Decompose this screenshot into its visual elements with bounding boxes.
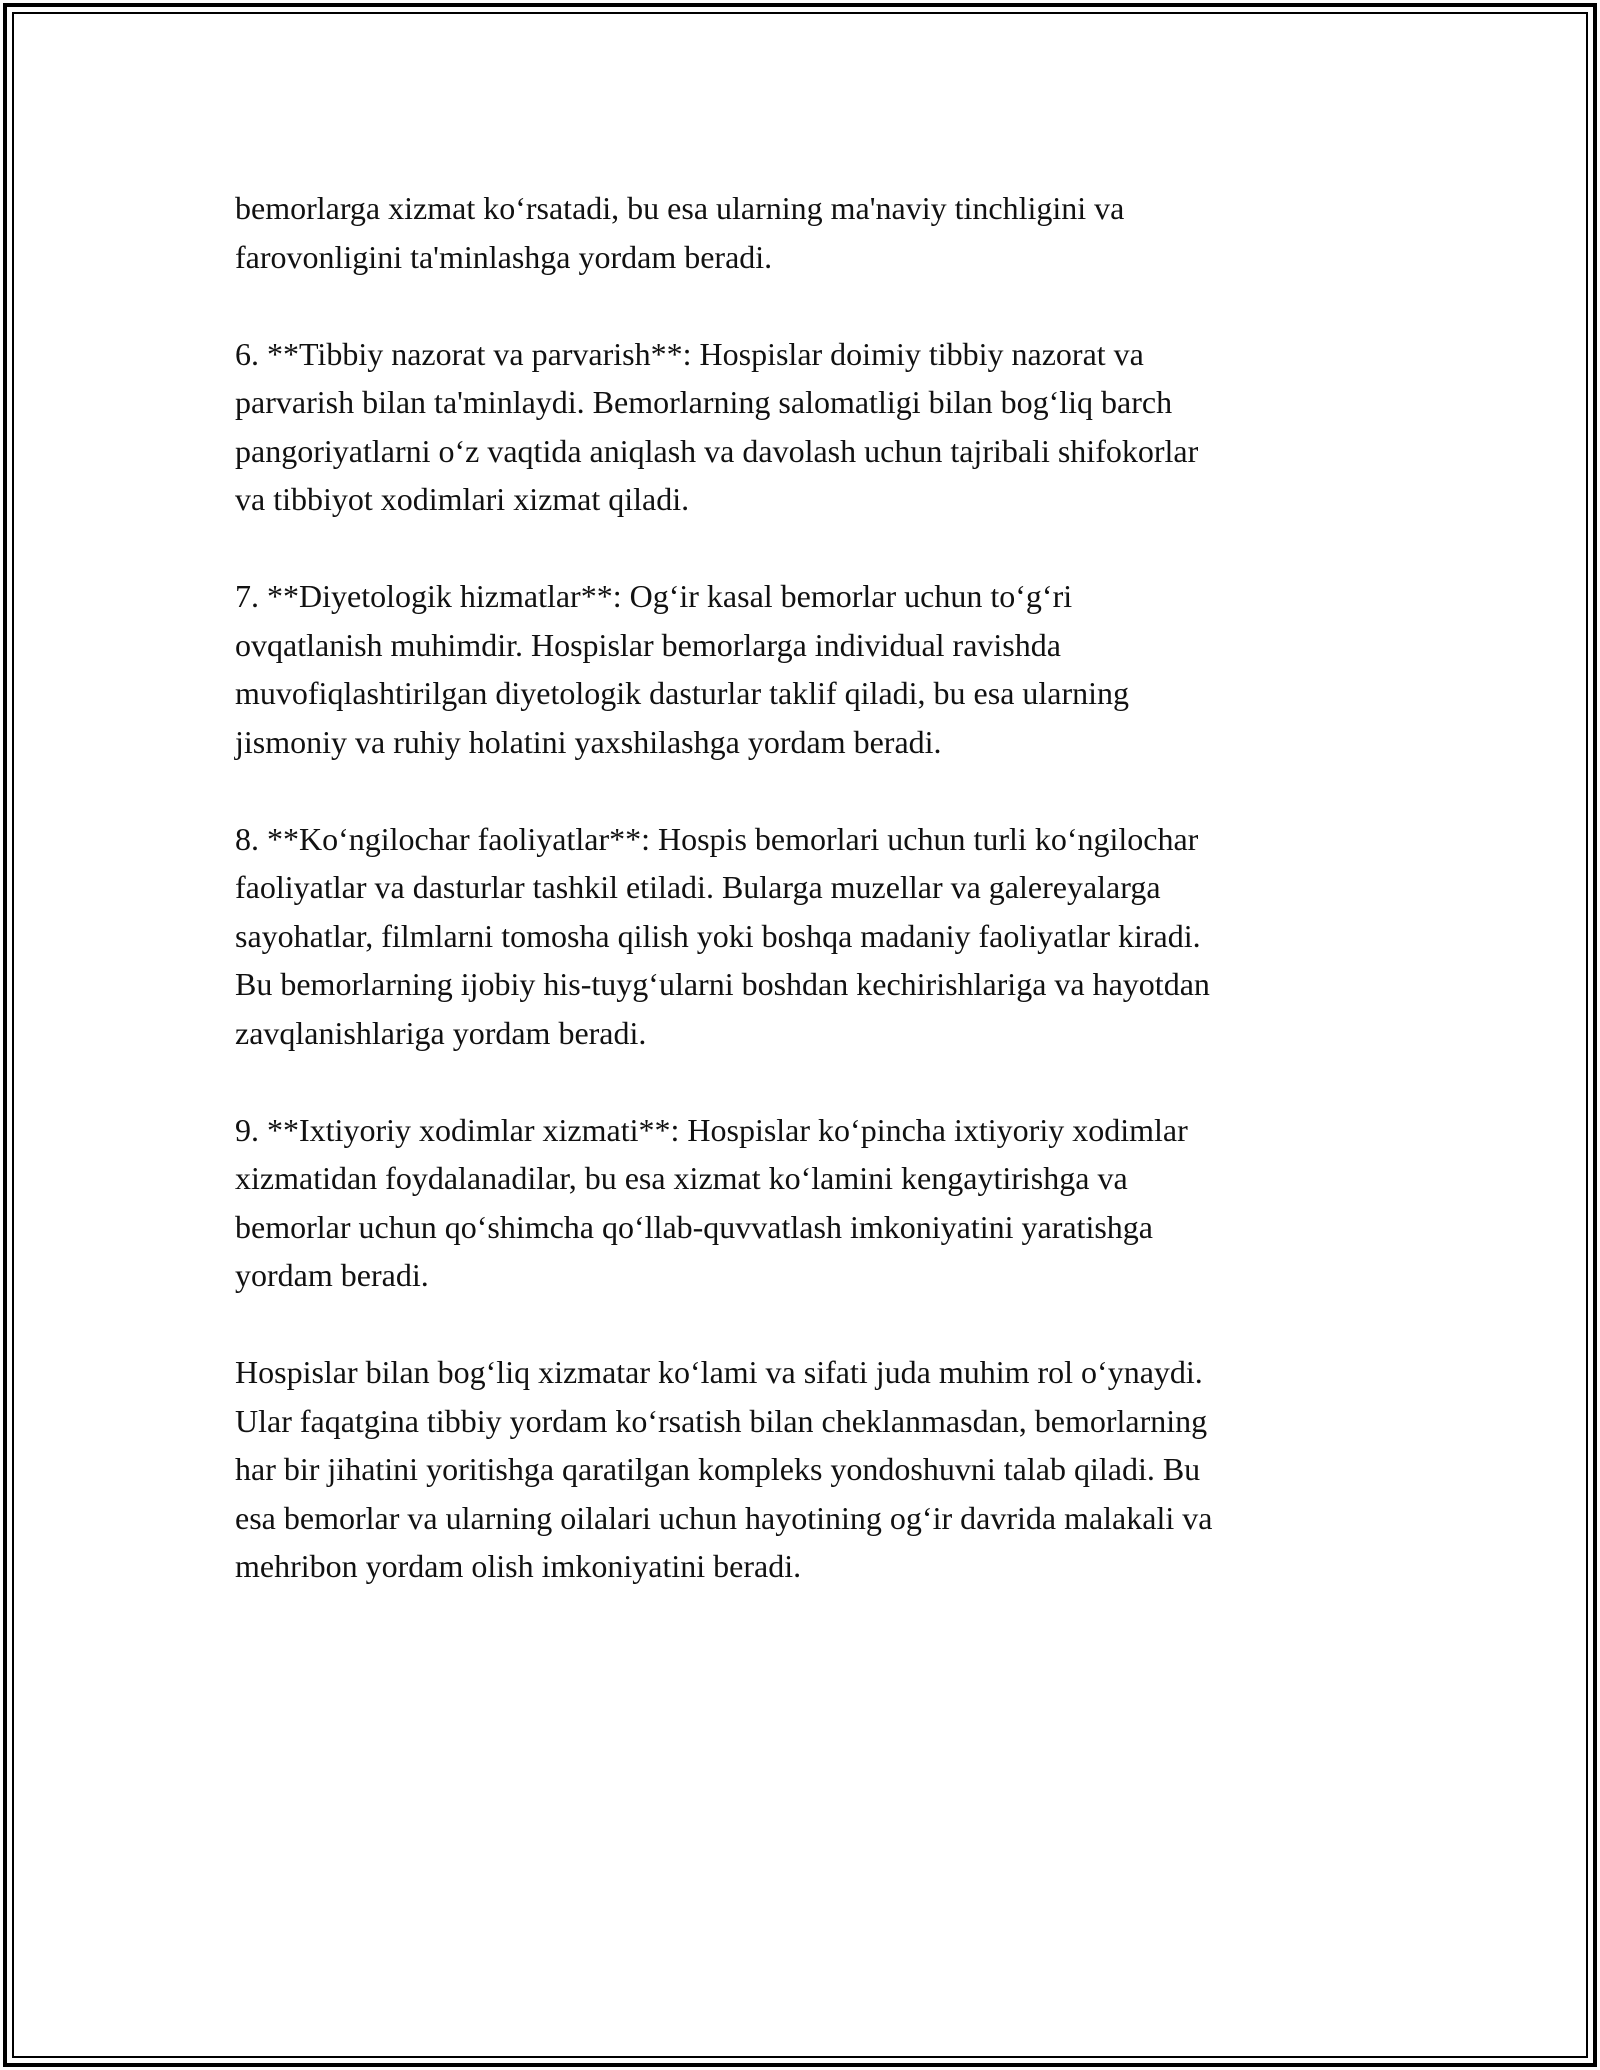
text-line: 6. **Tibbiy nazorat va parvarish**: Hospislar doimiy tibbiy nazorat va [235, 335, 1144, 372]
text-line: sayohatlar, filmlarni tomosha qilish yoki boshqa madaniy faoliyatlar kiradi. [235, 917, 1201, 954]
text-line: zavqlanishlariga yordam beradi. [235, 1014, 647, 1051]
text-line: bemorlar uchun qo‘shimcha qo‘llab-quvvatlash imkoniyatini yaratishga [235, 1208, 1153, 1245]
text-line: pangoriyatlarni o‘z vaqtida aniqlash va davolash uchun tajribali shifokorlar [235, 432, 1199, 469]
text-line: va tibbiyot xodimlari xizmat qiladi. [235, 481, 690, 517]
document-body [235, 184, 1395, 1591]
paragraph-item-8 [235, 815, 1395, 1058]
text-line: har bir jihatini yoritishga qaratilgan kompleks yondoshuvni talab qiladi. Bu [235, 1451, 1201, 1487]
text-line: farovonligini ta'minlashga yordam beradi. [235, 238, 773, 275]
text-line: 8. **Ko‘ngilochar faoliyatlar**: Hospis bemorlari uchun turli ko‘ngilochar [235, 820, 1199, 857]
text-line: 7. **Diyetologik hizmatlar**: Og‘ir kasal bemorlar uchun to‘g‘ri [235, 578, 1073, 614]
text-line: ovqatlanish muhimdir. Hospislar bemorlarga individual ravishda [235, 626, 1061, 663]
text-line: mehribon yordam olish imkoniyatini beradi. [235, 1548, 802, 1584]
text-line: muvofiqlashtirilgan diyetologik dasturlar taklif qiladi, bu esa ularning [235, 675, 1130, 711]
paragraph-item-6 [235, 330, 1395, 524]
paragraph-conclusion [235, 1348, 1395, 1591]
text-line: xizmatidan foydalanadilar, bu esa xizmat ko‘lamini kengaytirishga va [235, 1160, 1128, 1196]
text-line: Bu bemorlarning ijobiy his-tuyg‘ularni boshdan kechirishlariga va hayotdan [235, 966, 1210, 1002]
text-line: yordam beradi. [235, 1257, 429, 1293]
text-line: Hospislar bilan bog‘liq xizmatar ko‘lami va sifati juda muhim rol o‘ynaydi. [235, 1354, 1203, 1390]
text-line: faoliyatlar va dasturlar tashkil etiladi. Bularga muzellar va galereyalarga [235, 869, 1161, 905]
text-line: Ular faqatgina tibbiy yordam ko‘rsatish bilan cheklanmasdan, bemorlarning [235, 1402, 1208, 1439]
paragraph-item-7 [235, 572, 1395, 766]
text-line: bemorlarga xizmat ko‘rsatadi, bu esa ularning ma'naviy tinchligini va [235, 190, 1125, 226]
text-line: parvarish bilan ta'minlaydi. Bemorlarning salomatligi bilan bog‘liq barch [235, 384, 1173, 420]
text-line: 9. **Ixtiyoriy xodimlar xizmati**: Hospislar ko‘pincha ixtiyoriy xodimlar [235, 1111, 1188, 1148]
paragraph-item-9 [235, 1106, 1395, 1300]
text-line: esa bemorlar va ularning oilalari uchun hayotining og‘ir davrida malakali va [235, 1499, 1213, 1536]
paragraph-intro-continuation [235, 184, 1395, 281]
text-line: jismoniy va ruhiy holatini yaxshilashga yordam beradi. [235, 723, 942, 760]
